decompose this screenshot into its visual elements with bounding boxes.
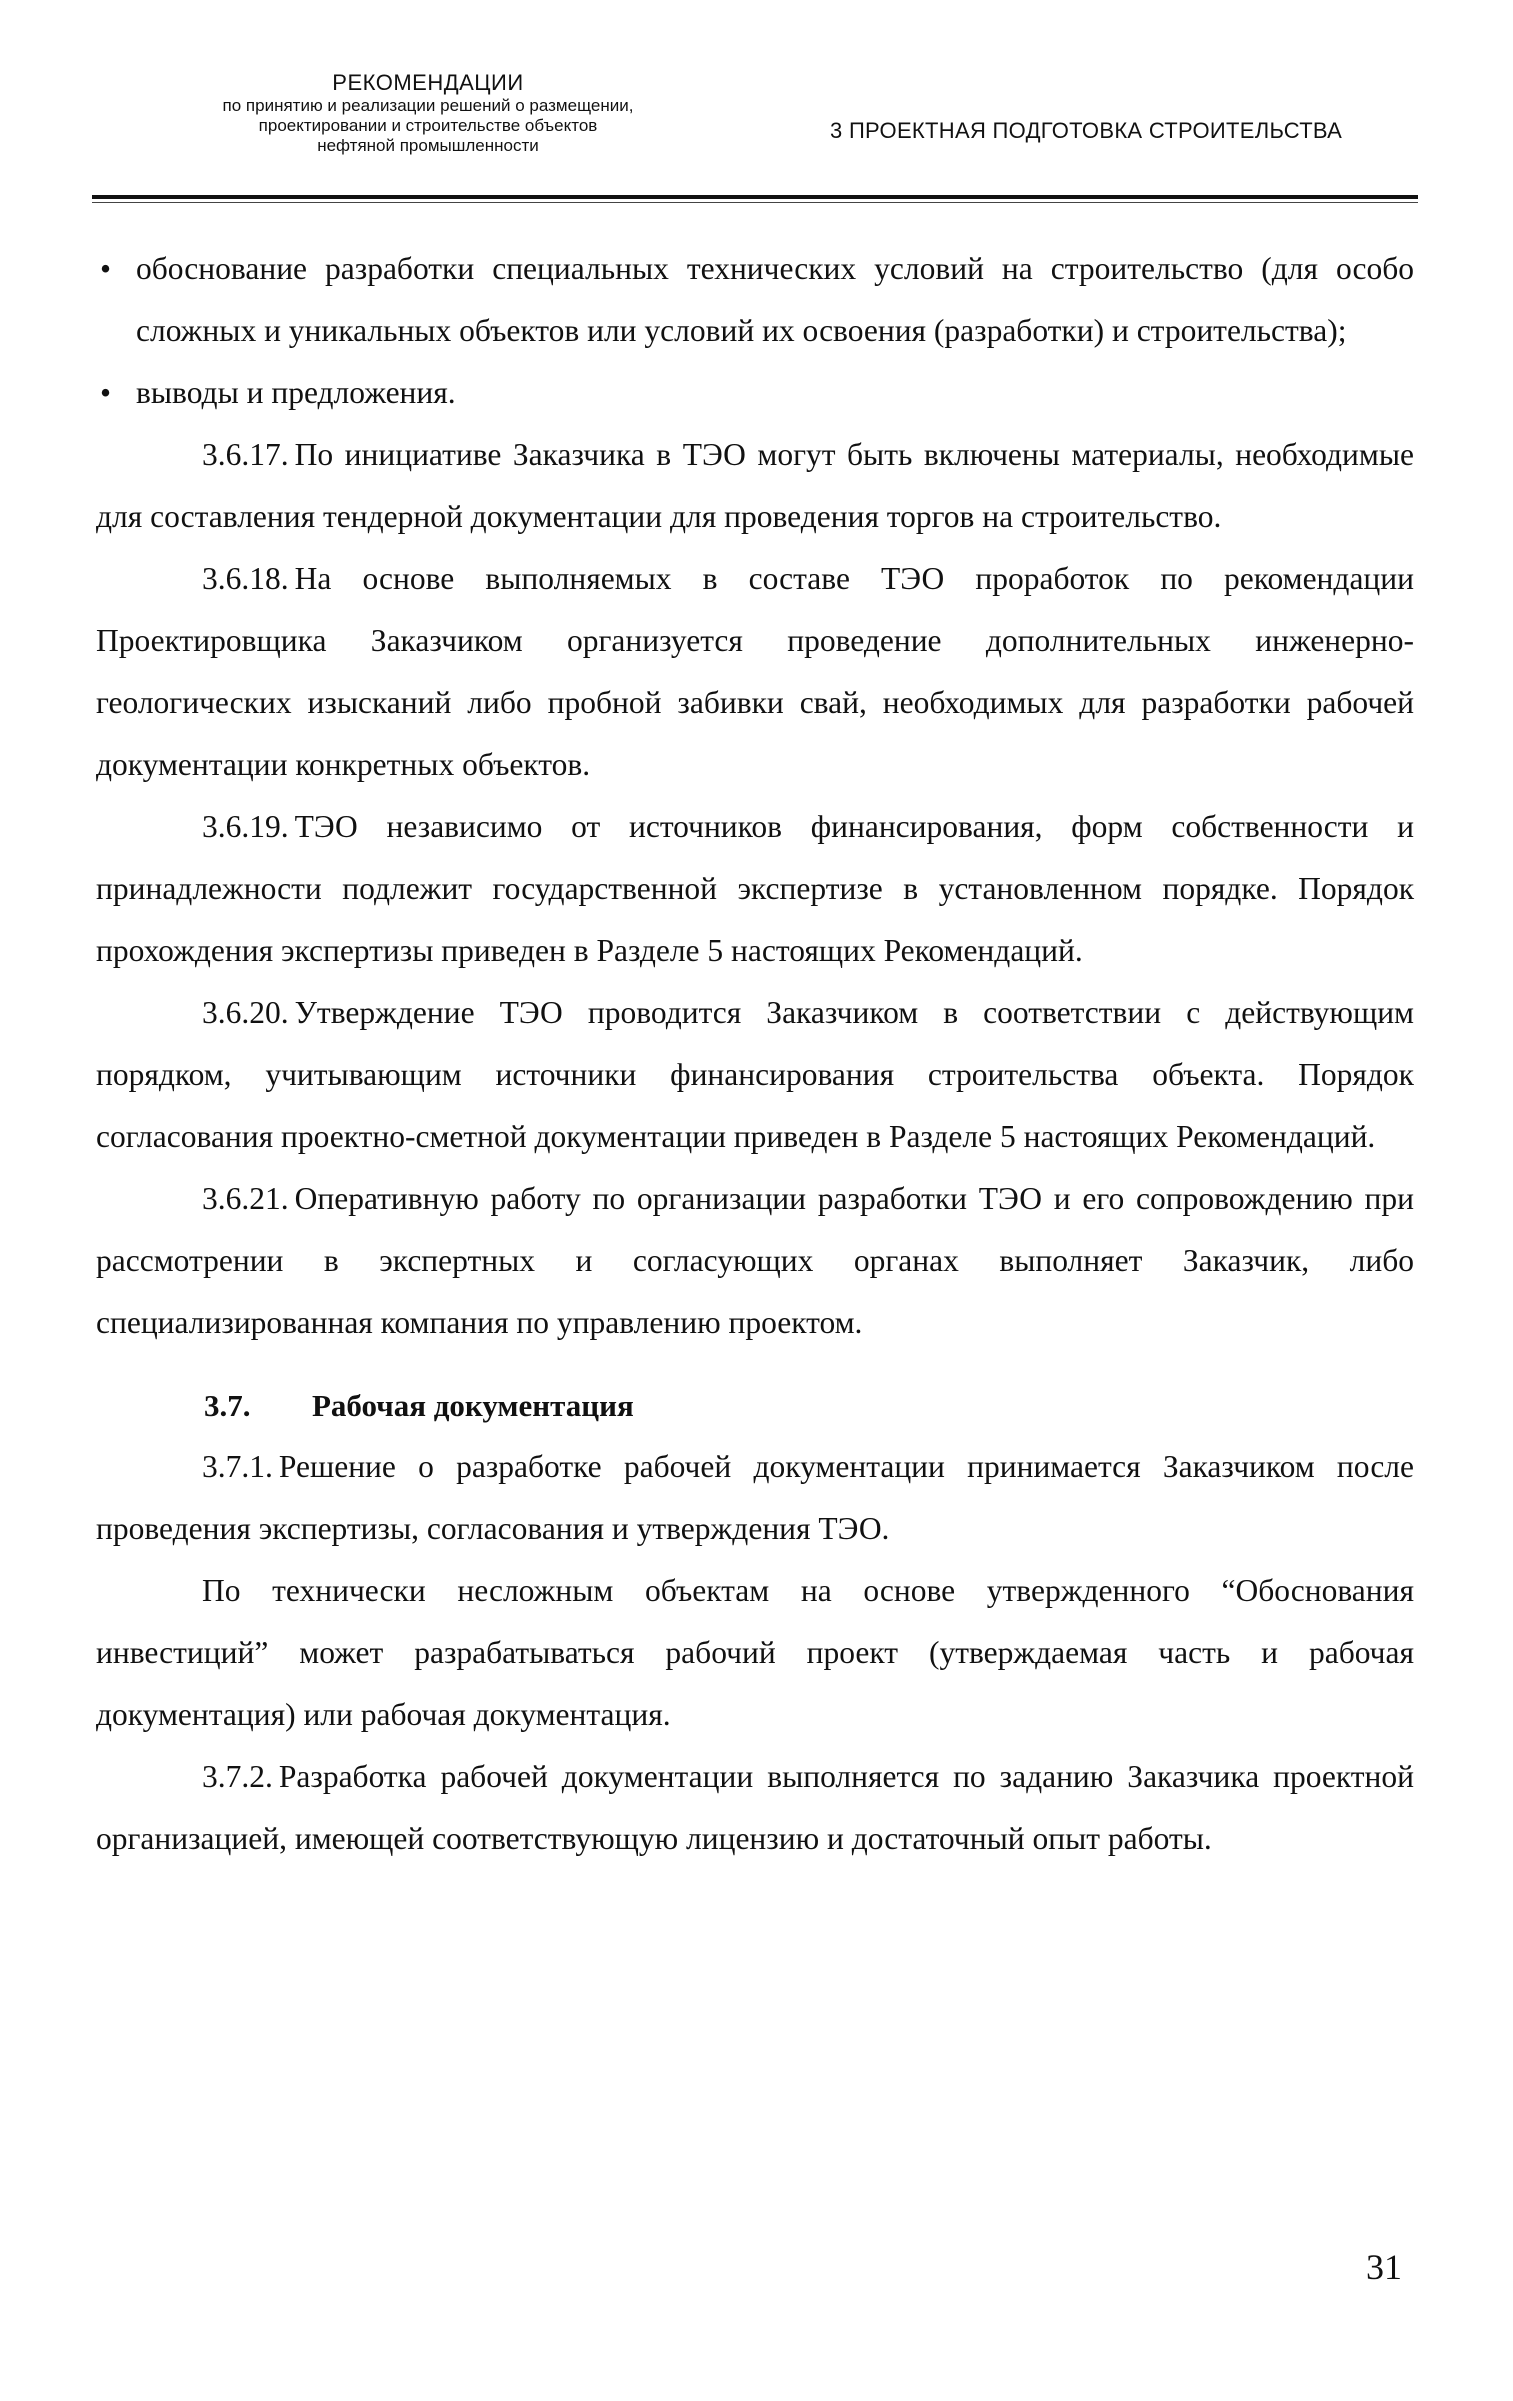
paragraph-3-6-18 — [96, 548, 1414, 796]
page-header — [88, 70, 1418, 200]
paragraph-3-6-19 — [96, 796, 1414, 982]
clause-number: 3.7.1. — [202, 1449, 273, 1484]
clause-text: Оперативную работу по организации разработки ТЭО и его сопровождению при рассмотрении в экспертных и согласующих органах выполняет Заказчик, либо специализированная компания по управлению проектом. — [96, 1181, 1414, 1340]
clause-text: Разработка рабочей документации выполняется по заданию Заказчика проектной организацией, имеющей соответствующую лицензию и достаточный опыт работы. — [96, 1759, 1414, 1856]
header-subtitle-line-3: нефтяной промышленности — [317, 136, 539, 156]
clause-text: Решение о разработке рабочей документации принимается Заказчиком после проведения экспертизы, согласования и утверждения ТЭО. — [96, 1449, 1414, 1546]
header-subtitle-line-1: по принятию и реализации решений о размещении, — [222, 95, 634, 115]
header-document-title — [128, 70, 728, 156]
bullet-text: обоснование разработки специальных технических условий на строительство (для особо сложных и уникальных объектов или условий их освоения (разработки) и строительства); — [136, 251, 1414, 348]
section-title: Рабочая документация — [312, 1388, 634, 1423]
clause-number: 3.6.19. — [202, 809, 289, 844]
clause-number: 3.6.18. — [202, 561, 289, 596]
clause-text: На основе выполняемых в составе ТЭО проработок по рекомендации Проектировщика Заказчиком организуется проведение дополнительных инженерно-геологических изысканий либо пробной забивки свай, необходимых для разработки рабочей документации конкретных объектов. — [96, 561, 1414, 782]
paragraph-3-7-2 — [96, 1746, 1414, 1870]
section-number: 3.7. — [204, 1388, 251, 1423]
clause-number: 3.6.21. — [202, 1181, 289, 1216]
paragraph-3-7-1 — [96, 1436, 1414, 1560]
bullet-text: выводы и предложения. — [136, 375, 456, 410]
paragraph-3-6-17 — [96, 424, 1414, 548]
section-heading-3-7 — [96, 1376, 1414, 1436]
page-number: 31 — [1366, 2247, 1402, 2287]
clause-text: По инициативе Заказчика в ТЭО могут быть включены материалы, необходимые для составления тендерной документации для проведения торгов на строительство. — [96, 437, 1414, 534]
bullet-item — [96, 238, 1414, 362]
clause-number: 3.6.17. — [202, 437, 289, 472]
clause-number: 3.7.2. — [202, 1759, 273, 1794]
clause-text: Утверждение ТЭО проводится Заказчиком в соответствии с действующим порядком, учитывающим источники финансирования строительства объекта. Порядок согласования проектно-сметной документации приведен в Разделе 5 настоящих Рекомендаций. — [96, 995, 1414, 1154]
bullet-icon: • — [100, 375, 112, 410]
paragraph-3-6-20 — [96, 982, 1414, 1168]
paragraph-3-7-1-continued — [96, 1560, 1414, 1746]
bullet-icon: • — [100, 251, 112, 286]
clause-text: По технически несложным объектам на основе утвержденного “Обоснования инвестиций” может разрабатываться рабочий проект (утверждаемая часть и рабочая документация) или рабочая документация. — [96, 1573, 1414, 1732]
header-divider-thin — [92, 202, 1418, 203]
header-divider — [92, 195, 1418, 199]
header-section-title: 3 ПРОЕКТНАЯ ПОДГОТОВКА СТРОИТЕЛЬСТВА — [830, 118, 1343, 143]
clause-number: 3.6.20. — [202, 995, 289, 1030]
paragraph-3-6-21 — [96, 1168, 1414, 1354]
header-title: РЕКОМЕНДАЦИИ — [332, 70, 524, 95]
clause-text: ТЭО независимо от источников финансирования, форм собственности и принадлежности подлежит государственной экспертизе в установленном порядке. Порядок прохождения экспертизы приведен в Разделе 5 настоящих Рекомендаций. — [96, 809, 1414, 968]
header-subtitle-line-2: проектировании и строительстве объектов — [258, 116, 598, 135]
page-body — [96, 238, 1414, 1870]
bullet-item — [96, 362, 1414, 424]
